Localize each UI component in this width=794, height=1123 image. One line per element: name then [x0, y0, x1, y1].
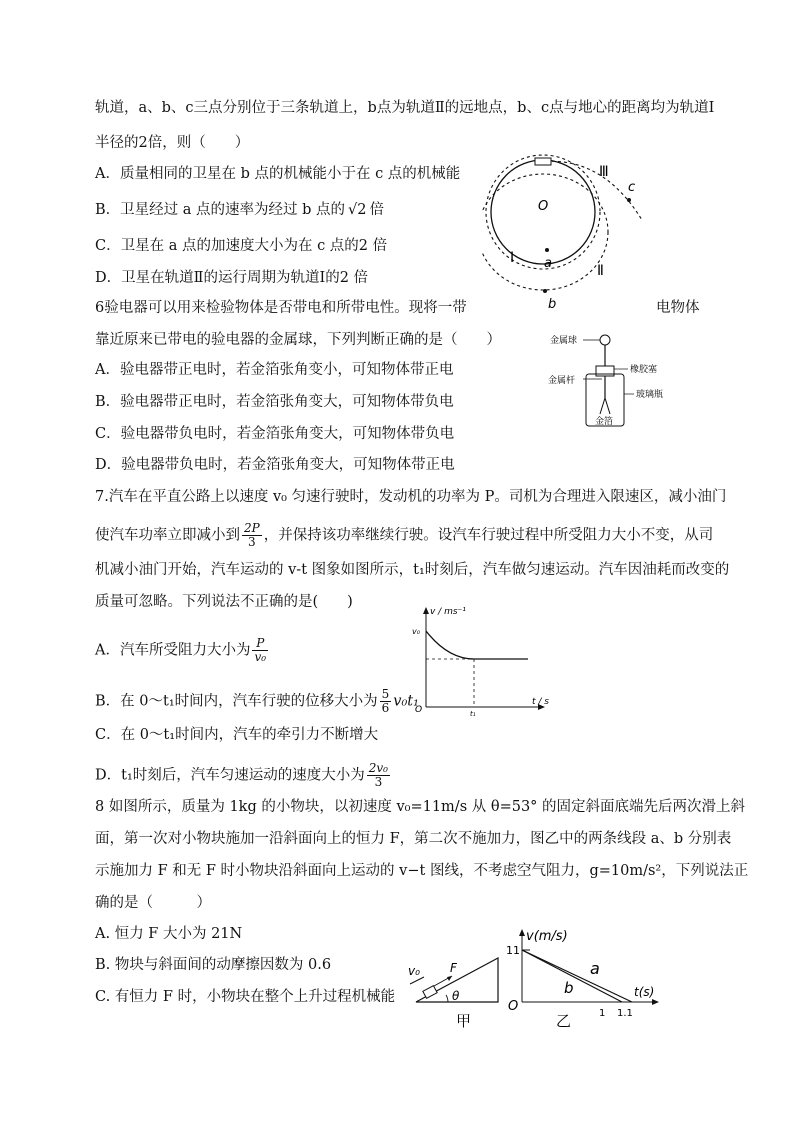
fraction-5-6: $\frac{5}{6}$: [381, 687, 390, 715]
label-v0: v₀: [408, 964, 420, 978]
q8-option-c: C. 有恒力 F 时，小物块在整个上升过程机械能: [95, 989, 396, 1005]
q6-option-a: A．验电器带正电时，若金箔张角变小，可知物体带正电: [95, 362, 454, 378]
xlabel: t / s: [532, 697, 549, 707]
label-orbit-I: Ⅰ: [510, 250, 515, 266]
q6-stem-line1-tail: 电物体: [656, 300, 700, 316]
point-b: [543, 289, 547, 293]
q5-option-b-text: B．卫星经过 a 点的速率为经过 b 点的: [95, 202, 346, 218]
q6-stem-line2: 靠近原来已带电的验电器的金属球，下列判断正确的是（ ）: [95, 332, 501, 348]
orbit-diagram: [482, 150, 682, 310]
q5-option-b-tail: 倍: [369, 202, 384, 218]
q5-stem-line2: 半径的2倍，则（ ）: [95, 135, 250, 151]
label-orbit-III: Ⅲ: [599, 164, 609, 180]
q8-option-a: A. 恒力 F 大小为 21N: [95, 926, 243, 942]
q6-option-d: D．验电器带负电时，若金箔张角变大，可知物体带正电: [95, 457, 455, 473]
q7-option-c: C．在 0～t₁时间内，汽车的牵引力不断增大: [95, 727, 379, 743]
q8-option-b: B. 物块与斜面间的动摩擦因数为 0.6: [95, 957, 332, 973]
label-v0: v₀: [412, 627, 420, 636]
q8-stem-line4: 确的是（ ）: [95, 895, 211, 911]
orbit-2: [482, 174, 608, 290]
q8-stem-line3: 示施加力 F 和无 F 时小物块沿斜面向上运动的 v−t 图线，不考虑空气阻力，g=10m/s²，下列说法正: [95, 863, 749, 879]
label-a: a: [544, 256, 552, 271]
label-F: F: [450, 961, 457, 975]
label-origin: O: [415, 705, 423, 715]
q7-option-a-text: A．汽车所受阻力大小为: [95, 642, 251, 659]
q7-stem-line4: 质量可忽略。下列说法不正确的是( ): [95, 594, 353, 610]
q7-option-a: [95, 637, 270, 664]
fraction-2v0-3: $\frac{\text{2v₀}}{3}$: [368, 761, 388, 789]
metal-ball: [600, 335, 610, 345]
label-origin: O: [508, 999, 519, 1014]
y-tick-11: 11: [506, 944, 520, 957]
series-line-a: [522, 950, 632, 1002]
x-tick-1.1: 1.1: [617, 1008, 633, 1019]
vt-graph-q7: [408, 604, 558, 716]
ylabel: v / ms⁻¹: [430, 607, 466, 617]
series-layer: [522, 950, 632, 1002]
x-axis-label: t(s): [634, 985, 655, 999]
q7-line2-text: 使汽车功率立即减小到: [95, 527, 240, 544]
label-b: b: [548, 297, 557, 310]
velocity-arrow: [410, 977, 424, 984]
q7-option-d: [95, 762, 392, 789]
v0t1: v₀t₁: [393, 693, 419, 710]
q6-option-c: C．验电器带负电时，若金箔张角变大，可知物体带负电: [95, 426, 455, 442]
label-bottle: 玻璃瓶: [636, 390, 664, 400]
sqrt2: √2: [348, 202, 367, 218]
label-yi: 乙: [556, 1012, 572, 1030]
q8-stem-line1: 8 如图所示，质量为 1kg 的小物块，以初速度 v₀=11m/s 从 θ=53° 的固定斜面底端先后两次滑上斜: [95, 799, 746, 815]
label-ball: 金属球: [550, 336, 578, 346]
q5-option-b: [95, 200, 384, 220]
fraction-2p-3: $\frac{2P}{3}$: [244, 521, 260, 549]
label-O: O: [538, 199, 549, 214]
q6-option-b: B．验电器带正电时，若金箔张角变大，可知物体带负电: [95, 394, 454, 410]
vt-chart-yi: [504, 924, 664, 1032]
series-label-a: a: [590, 959, 600, 978]
label-c: c: [628, 180, 636, 195]
label-t1: t₁: [470, 710, 476, 716]
label-foil: 金箔: [595, 417, 614, 427]
q7-stem-line2: [95, 522, 713, 549]
q5-stem-line1: 轨道，a、b、c三点分别位于三条轨道上，b点为轨道Ⅱ的远地点，b、c点与地心的距离均为轨道Ⅰ: [95, 100, 715, 116]
q7-stem-line3: 机减小油门开始，汽车运动的 v-t 图象如图所示，t₁时刻后，汽车做匀速运动。汽车因油耗而改变的: [95, 562, 730, 578]
satellite-icon: [535, 158, 551, 165]
fraction-p-v0: $\frac{P}{\text{v₀}}$: [254, 636, 267, 664]
q7-stem-line1: 7.汽车在平直公路上以速度 v₀ 匀速行驶时，发动机的功率为 P。司机为合理进入限速区，减小油门: [95, 489, 727, 505]
q7-line2-tail: ，并保持该功率继续行驶。设汽车行驶过程中所受阻力大小不变，从司: [263, 527, 714, 544]
q5-option-d: D．卫星在轨道Ⅱ的运行周期为轨道Ⅰ的2 倍: [95, 270, 369, 286]
q8-stem-line2: 面，第一次对小物块施加一沿斜面向上的恒力 F，第二次不施加力，图乙中的两条线段 a、b 分别表: [95, 831, 732, 847]
q7-option-b: [95, 688, 419, 715]
foil-right: [605, 398, 610, 414]
label-stopper: 橡胶塞: [630, 365, 658, 375]
y-axis-label: v(m/s): [526, 929, 568, 944]
point-a: [545, 248, 549, 252]
q6-stem-line1: 6验电器可以用来检验物体是否带电和所带电性。现将一带: [95, 300, 467, 316]
electroscope-diagram: [548, 328, 688, 430]
label-orbit-II: Ⅱ: [597, 263, 604, 279]
label-rod: 金属杆: [548, 376, 576, 386]
vt-curve: [426, 631, 528, 659]
label-jia: 甲: [456, 1012, 472, 1030]
q7-option-b-text: B．在 0～t₁时间内，汽车行驶的位移大小为: [95, 693, 378, 710]
point-c: [627, 198, 631, 202]
series-label-b: b: [564, 979, 574, 997]
x-tick-1: 1: [599, 1008, 606, 1019]
q7-option-d-text: D．t₁时刻后，汽车匀速运动的速度大小为: [95, 767, 365, 784]
incline-diagram-jia: [404, 938, 514, 1030]
q5-option-c: C．卫星在 a 点的加速度大小为在 c 点的2 倍: [95, 238, 388, 254]
q5-option-a: A．质量相同的卫星在 b 点的机械能小于在 c 点的机械能: [95, 166, 461, 182]
block: [423, 986, 437, 999]
foil-left: [600, 398, 605, 414]
label-theta: θ: [452, 989, 460, 1003]
